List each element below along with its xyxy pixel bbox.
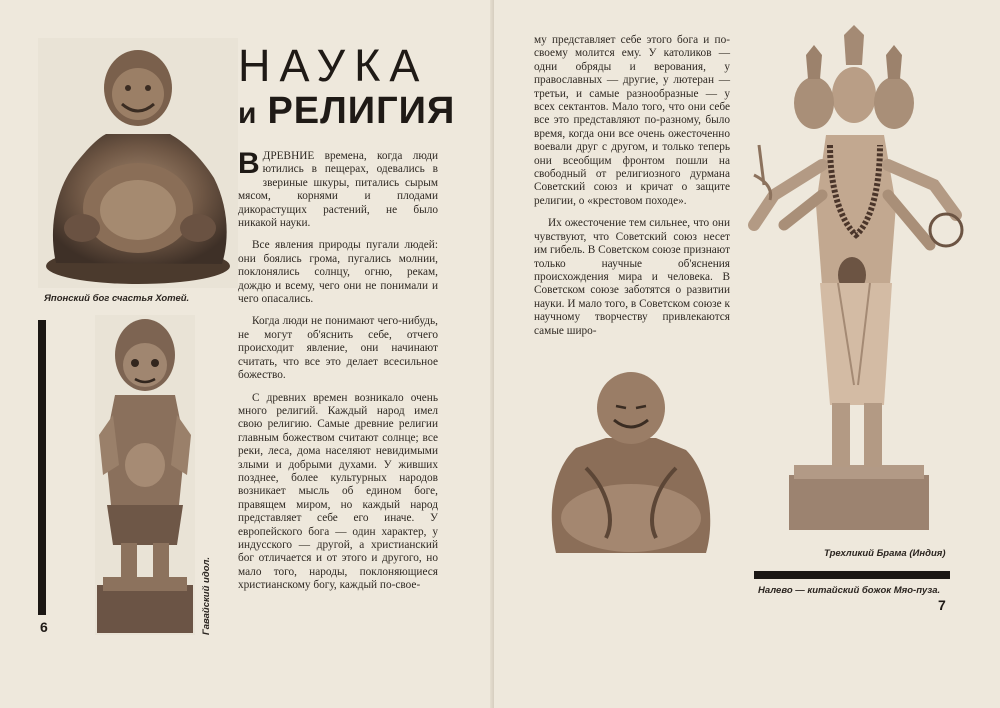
dropcap: В <box>238 147 260 180</box>
brahma-statue-photo <box>734 25 964 535</box>
left-paragraph-2: Все явления природы пугали людей: они боялись грома, пугались молнии, поклонялись солнцу, огню, рекам, дождю и всему, чего они не понимали и чего опасались. <box>238 239 438 306</box>
title-nauka: НАУКА <box>238 40 429 91</box>
left-page-number: 6 <box>40 619 48 635</box>
title-and: и <box>238 97 258 130</box>
brahma-caption: Трехликий Брама (Индия) <box>824 548 946 559</box>
title-religiya <box>238 90 455 133</box>
left-paragraph-1-text: ДРЕВНИЕ времена, когда люди ютились в пещерах, одевались в звериные шкуры, питались сырым мясом, корнями и плодами дикорастущих растений, не было никакой науки. <box>238 150 438 230</box>
hotei-caption: Японский бог счастья Хотей. <box>44 293 190 304</box>
hawaiian-caption: Гавайский идол. <box>201 556 212 635</box>
hotei-statue-photo <box>38 38 238 288</box>
left-page <box>0 0 493 708</box>
myo-pusa-statue-photo <box>546 368 716 558</box>
right-paragraph-2: Их ожесточение тем сильнее, что они чувствуют, что Советский союз несет им гибель. В Советском союзе признают только научные об'яснения происхождения мира и человека. В Советском союзе заботятся о развитии науки. И мало того, в Советском союзе к научному творчеству привлекаются самые широ- <box>534 217 730 337</box>
left-text-column <box>238 147 438 602</box>
right-horizontal-bar <box>754 571 950 579</box>
right-page <box>494 0 1000 708</box>
left-vertical-bar <box>38 320 46 615</box>
hawaiian-idol-photo <box>95 315 195 635</box>
left-paragraph-4: С древних времен возникало очень много религий. Каждый народ имел свою религию. Самые древние религии главным божеством считают солнце; все реки, леса, дома населяют невидимыми злыми и добрыми духами. У живших позднее, более культурных народов возникает мысль об едином боге, правящем миром, но каждый народ представляет себе его иначе. У европейского бога — один характер, у индусского — другой, а христианский бог отличается и от этого и другого, но мало того, народы, поклоняющиеся христианскому богу, каждый по-свое- <box>238 391 438 592</box>
left-paragraph-1 <box>238 147 438 230</box>
right-paragraph-1: му представляет себе этого бога и по-своему молится ему. У католиков — одни обряды и верования, у православных — другие, у лютеран — третьи, и самые разнообразные — у всех сектантов. Мало того, что они себе все это представляют по-разному, было время, когда они все очень ожесточенно воевали друг с другом, и только теперь они всеобщим фронтом пошли на свободный от религиозного дурмана Советский союз и кричат о защите религии, о «крестовом походе». <box>534 34 730 207</box>
right-text-column <box>534 34 730 347</box>
right-page-number: 7 <box>938 597 946 613</box>
left-paragraph-3: Когда люди не понимают чего-нибудь, не могут об'яснить себе, отчего происходит явление, они начинают считать, что все это делает всесильное божество. <box>238 315 438 382</box>
title-religiya-word: РЕЛИГИЯ <box>267 90 456 132</box>
myo-pusa-caption: Налево — китайский божок Мяо-пуза. <box>758 585 941 596</box>
